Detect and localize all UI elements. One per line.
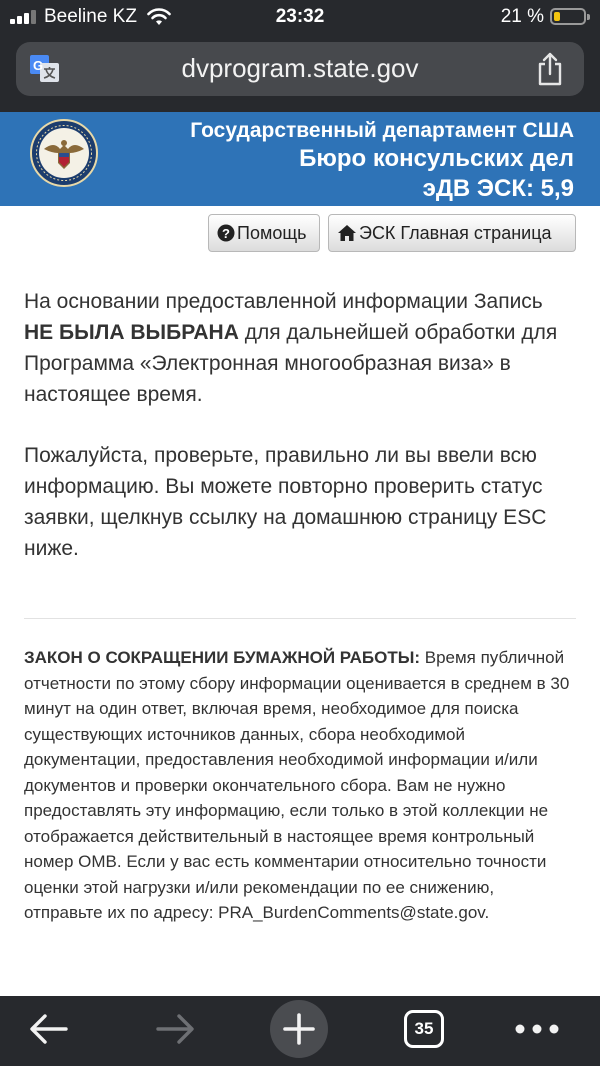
- state-department-seal-icon: [30, 119, 98, 187]
- home-button-label: ЭСК Главная страница: [359, 223, 552, 243]
- help-button[interactable]: [208, 214, 320, 252]
- home-icon: [337, 224, 357, 242]
- help-button-label: Помощь: [237, 223, 307, 243]
- header-program: эДВ ЭСК: 5,9: [422, 175, 574, 202]
- browser-bottom-toolbar: [0, 996, 600, 1066]
- tab-switcher-button[interactable]: 35: [404, 1010, 444, 1048]
- plus-icon: [270, 1000, 328, 1058]
- esc-home-button[interactable]: [328, 214, 576, 252]
- share-icon[interactable]: [536, 52, 564, 86]
- svg-text:G: G: [33, 58, 44, 73]
- content-divider: [24, 618, 576, 619]
- more-icon[interactable]: [514, 1014, 560, 1044]
- status-bar: [0, 0, 600, 36]
- status-result: НЕ БЫЛА ВЫБРАНА: [24, 321, 239, 344]
- carrier-name: Beeline KZ: [44, 6, 137, 27]
- browser-top-chrome: [0, 0, 600, 112]
- paperwork-reduction-notice: [24, 645, 576, 926]
- question-circle-icon: [217, 224, 235, 242]
- battery-percent: 21 %: [500, 6, 544, 27]
- verification-note: Пожалуйста, проверьте, правильно ли вы ввели всю информацию. Вы можете повторно проверить статус заявки, щелкнув ссылку на домашнюю страницу ESC ниже.: [24, 444, 547, 560]
- status-message-rest: для дальнейшей обработки для Программа «Электронная многообразная виза» в настоящее время.: [24, 321, 558, 406]
- new-tab-button[interactable]: [270, 1000, 328, 1058]
- url-text[interactable]: dvprogram.state.gov: [181, 53, 419, 83]
- clock: 23:32: [275, 6, 325, 27]
- svg-text:?: ?: [222, 226, 230, 241]
- header-bureau: Бюро консульских дел: [299, 145, 574, 172]
- site-header: [0, 112, 600, 206]
- back-arrow-icon[interactable]: [28, 1012, 70, 1046]
- address-bar[interactable]: [16, 42, 584, 96]
- battery-icon: [550, 8, 586, 25]
- header-agency: Государственный департамент США: [190, 119, 574, 142]
- forward-arrow-icon[interactable]: [154, 1012, 196, 1046]
- status-message-intro: На основании предоставленной информации Запись: [24, 290, 543, 313]
- pra-body: Время публичной отчетности по этому сбору информации оценивается в среднем в 30 минут на один ответ, включая время, необходимое для поиска существующих источников данных, сбора необходимой документации, предоставления необходимой информации и/или документов и проверки окончательного сбора. Вам не нужно предоставлять эту информацию, если только в этой коллекции не отображается действительный в настоящее время контрольный номер OMB. Если у вас есть комментарии относительно точности оценки этой нагрузки и/или рекомендации по ее снижению, отправьте их по адресу: PRA_BurdenComments@state.gov.: [24, 648, 570, 922]
- status-message: [24, 286, 576, 410]
- pra-title: ЗАКОН О СОКРАЩЕНИИ БУМАЖНОЙ РАБОТЫ:: [24, 648, 421, 667]
